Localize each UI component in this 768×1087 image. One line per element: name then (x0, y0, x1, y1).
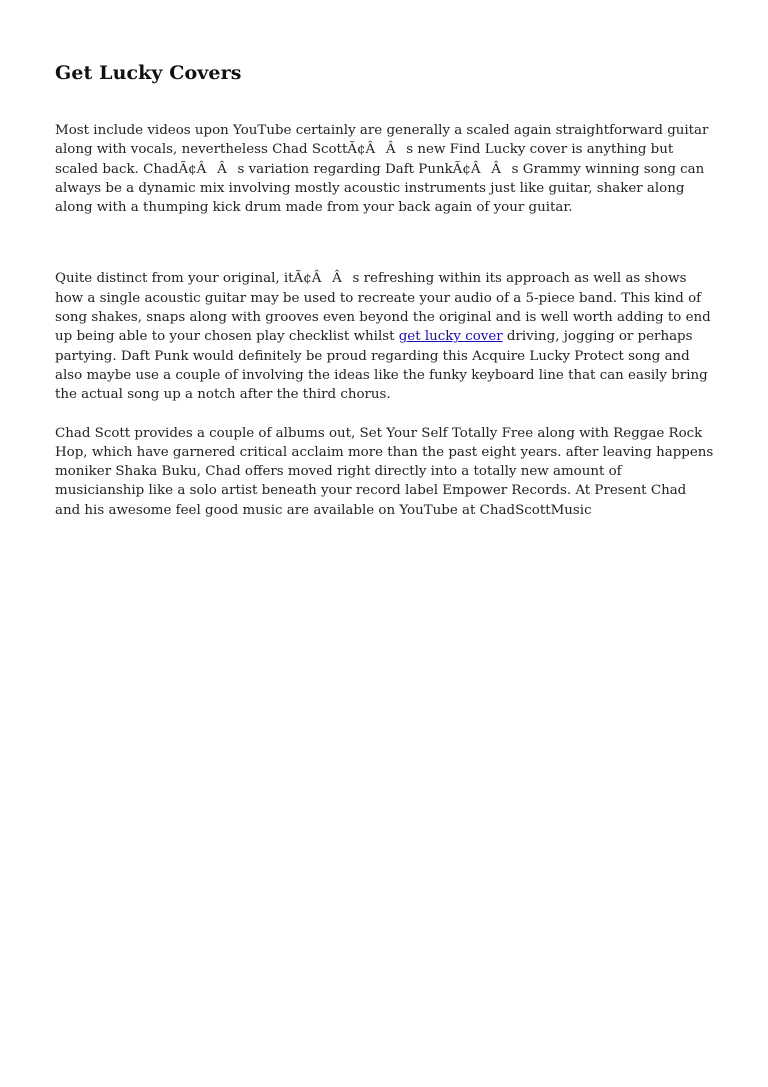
document-page (55, 58, 715, 520)
page-title: Get Lucky Covers (55, 62, 242, 84)
get-lucky-cover-link[interactable]: get lucky cover (398, 329, 503, 345)
paragraph-2-text-before-link: Quite distinct from your original, itÃ¢ÂÂs refreshing within its approach as well as shows how a single acoustic guitar may be used to recreate your audio of a 5-piece band. This kind of song shakes, snaps along with grooves even beyond the original and is well worth adding to end up being able to your chosen play checklist whilst (55, 271, 711, 345)
paragraph-3: Chad Scott provides a couple of albums out, Set Your Self Totally Free along with Reggae Rock Hop, which have garnered critical acclaim more than the past eight years. after leaving happens moniker Shaka Buku, Chad offers moved right directly into a totally new amount of musicianship like a solo artist beneath your record label Empower Records. At Present Chad and his awesome feel good music are available on YouTube at ChadScottMusic (55, 425, 714, 518)
paragraph-2-text-after-link: driving, jogging or perhaps partying. Daft Punk would definitely be proud regarding this Acquire Lucky Protect song and also maybe use a couple of involving the ideas like the funky keyboard line that can easily bring the actual song up a notch after the third chorus. (55, 329, 708, 403)
paragraph-1: Most include videos upon YouTube certainly are generally a scaled again straightforward guitar along with vocals, nevertheless Chad ScottÃ¢ÂÂs new Find Lucky cover is anything but scaled back. ChadÃ¢ÂÂs variation regarding Daft PunkÃ¢ÂÂs Grammy winning song can always be a dynamic mix involving mostly acoustic instruments just like guitar, shaker along along with a thumping kick drum made from your back again of your guitar. (55, 123, 709, 216)
paragraph-2 (55, 269, 715, 404)
